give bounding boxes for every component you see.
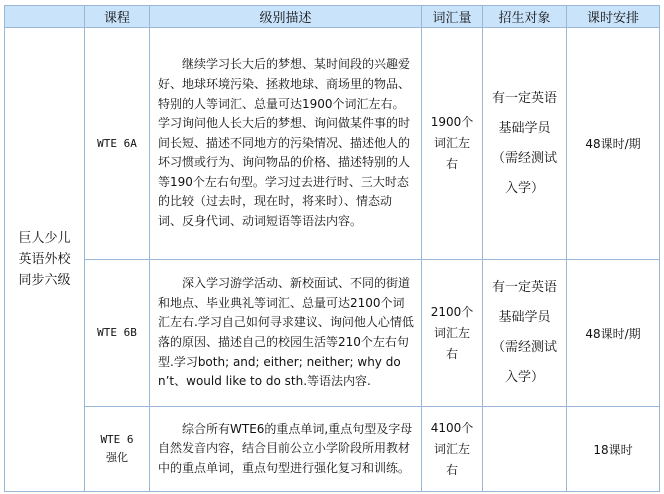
hours-cell: 48课时/期 [567,28,660,260]
vocabulary-cell [422,28,483,260]
description-cell [150,260,422,407]
series-name: 巨人少儿英语外校同步六级 [18,231,71,288]
description-text: 继续学习长大后的梦想、某时间段的兴趣爱好、地球环境污染、拯救地球、商场里的物品、特别的人等词汇、总量可达1900个词汇左右。学习询问他人长大后的梦想、询问做某件事的时间长短、描述不同地方的污染情况、描述他人的坏习惯或行为、询问物品的价格、描述特别的人等190个左右句型。学习过去进行时、三大时态的比较（过去时，现在时，将来时）、情态动词、反身代词、动词短语等语法内容。 [158,57,411,229]
course-text: WTE 6 强化 [100,433,134,464]
table-header-row [5,6,660,28]
hours-cell: 18课时 [567,407,660,492]
vocabulary-cell [422,407,483,492]
header-course: 课程 [85,6,150,28]
header-series [5,6,85,28]
target-cell [483,407,567,492]
course-table-wrapper [4,5,659,488]
target-text: 有一定英语基础学员（需经测试入学） [491,280,557,385]
target-text: 有一定英语基础学员（需经测试入学） [491,90,557,196]
course-table [4,5,660,492]
hours-cell: 48课时/期 [567,260,660,407]
target-cell [483,28,567,260]
course-cell: WTE 6B [85,260,150,407]
description-text: 深入学习游学活动、新校面试、不同的街道和地点、毕业典礼等词汇、总量可达2100个词汇左右.学习自己如何寻求建议、询问他人心情低落的原因、描述自己的校园生活等210个左右句型.学习both; and; either; neither; why don’t、would like to do sth.等语法内容. [158,276,414,389]
vocabulary-cell [422,260,483,407]
series-name-cell [5,28,85,492]
course-cell [85,407,150,492]
vocabulary-text: 1900个词汇左右 [430,115,474,171]
description-cell [150,28,422,260]
target-cell [483,260,567,407]
description-cell [150,407,422,492]
vocabulary-text: 2100个词汇左右 [430,304,474,361]
header-description: 级别描述 [150,6,422,28]
table-row [5,260,660,407]
description-text: 综合所有WTE6的重点单词,重点句型及字母自然发音内容，结合目前公立小学阶段所用教材中的重点单词，重点句型进行强化复习和训练。 [158,421,413,475]
header-vocabulary: 词汇量 [422,6,483,28]
course-cell: WTE 6A [85,28,150,260]
table-row [5,28,660,260]
vocabulary-text: 4100个词汇左右 [430,420,474,477]
header-target: 招生对象 [483,6,567,28]
table-row [5,407,660,492]
header-hours: 课时安排 [567,6,660,28]
